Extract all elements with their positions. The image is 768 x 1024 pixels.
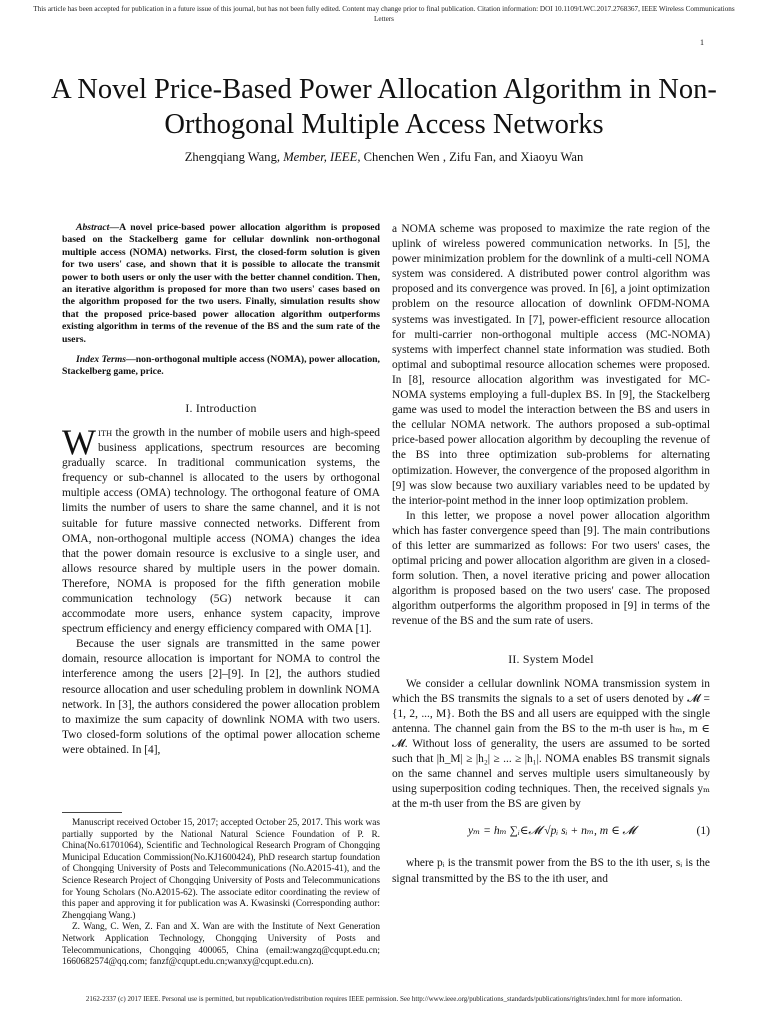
intro-paragraph-1 [62,421,380,637]
intro-paragraph-4: In this letter, we propose a novel power allocation algorithm which has faster convergence speed than [9]. The main contributions of this letter are summarized as follows: For two users' cases, the optimal pricing and power allocation algorithm are given in a closed-form solution. Then, a novel iterative pricing and power allocation algorithm is proposed based on the two users' case. The proposed algorithm outperforms the algorithm proposed in [9] in terms of the revenue of the BS and the sum rate of users. [392,509,710,628]
system-model-paragraph-1: We consider a cellular downlink NOMA transmission system in which the BS transmits the signals to a set of users denoted by 𝓜 = {1, 2, ..., M}. Both the BS and all users are equipped with the single antenna. The channel gain from the BS to the m-th user is hₘ, m ∈ 𝓜. Without loss of generality, the users are assumed to be sorted such that |h_M| ≥ |h₂| ≥ ... ≥ |h₁|. NOMA enables BS transmit signals on the same channel and serves multiple users simultaneously by using superposition coding techniques. Then, the received signals yₘ at the m-th user from the BS are given by [392,677,710,811]
abstract-text: —A novel price-based power allocation algorithm is proposed based on the Stackelberg game for cellular downlink non-orthogonal multiple access (NOMA) networks. First, the closed-form solution is given for two users' case, and shown that it is possible to allocate the transmit power to both users or only the user with the better channel condition. Then, an iterative algorithm is proposed for more than two users' cases based on the algorithm proposed for the two users. Finally, simulation results show that the proposed price-based power allocation algorithm outperforms existing algorithm in terms of the revenue of the BS and the sum rate of the users. [62,222,380,345]
footnote-affiliation: Z. Wang, C. Wen, Z. Fan and X. Wan are with the Institute of Next Generation Network Application Technology, Chongqing University of Posts and Telecommunications, Chongqing 400065, China (email:wangzq@cqupt.edu.cn; 1660682574@qq.com; fanzf@cqupt.edu.cn;wanxy@cqupt.edu.cn). [62,922,380,968]
intro-paragraph-2: Because the user signals are transmitted in the same power domain, resource allocation is important for NOMA to control the interference among the users [2]–[9]. In [2], the authors studied resource allocation and user scheduling problem in downlink NOMA network. In [3], the authors considered the power allocation problem to maximize the sum capacity of downlink NOMA with two users. Two closed-form solutions of the optimal power allocation scheme were obtained. In [4], [62,638,380,756]
equation-body: yₘ = hₘ ∑ᵢ∈𝓜 √pᵢ sᵢ + nₘ, m ∈ 𝓜 [468,824,636,838]
page-number: 1 [700,38,704,47]
equation-number: (1) [696,824,710,838]
intro-text-1: the growth in the number of mobile users and high-speed business applications, spectrum resources are becoming gradually scarce. In traditional communication systems, the frequency or sub-channel is allocated to the users by orthogonal multiple access (OMA) technology. The orthogonal feature of OMA limits the number of users to share the same channel, and it is not suitable for future massive connected networks. Different from OMA, non-orthogonal multiple access (NOMA) changes the idea that the power domain resource is exclusive to a single user, and allows resource shared by multiple users in the power domain. Therefore, NOMA is proposed for the fifth generation mobile communication technology (5G) network because it can accommodate more users, enhance system capacity, improve spectrum efficiency and energy efficiency compared with OMA [1]. [62,426,380,636]
accepted-notice: This article has been accepted for publication in a future issue of this journal, but has not been fully edited. Content may change prior to final publication. Citation information: DOI 10.1109/LWC.2017.2768367, IEEE Wireless Communications Letters [33,5,735,23]
paper-title: A Novel Price-Based Power Allocation Algorithm in Non-Orthogonal Multiple Access Networks [51,74,717,140]
section-heading-system-model: II. System Model [508,651,594,666]
footnote-manuscript: Manuscript received October 15, 2017; accepted October 25, 2017. This work was partially supported by the National Natural Science Foundation of P. R. China(No.61701064), Scientific and Technological Research Program of Chongqing Municipal Education Commission(No.KJ1600424), PhD research startup foundation of Chongqing University of Posts and Telecommunications (No.A2015-41), and the Science Research Project of Chongqing University of Posts and Telecommunications for Young Scholars (No.A2015-62). The associate editor coordinating the review of this paper and approving it for publication was A. Kwasinski (Corresponding author: Zhengqiang Wang.) [62,818,380,921]
right-column [392,222,710,887]
system-model-paragraph-2: where pᵢ is the transmit power from the BS to the ith user, sᵢ is the signal transmitted by the BS to the ith user, and [392,857,710,885]
coauthors: Chenchen Wen , Zifu Fan, and Xiaoyu Wan [363,150,584,164]
author-name: Zhengqiang Wang, [184,150,281,164]
footnote-divider [62,812,122,813]
abstract [62,222,380,346]
index-terms-label: Index Terms [76,354,127,366]
author-membership: Member, IEEE, [283,150,361,164]
index-terms [62,354,380,379]
copyright-footer: 2162-2337 (c) 2017 IEEE. Personal use is permitted, but republication/redistribution requires IEEE permission. See http://www.ieee.org/publications_standards/publications/rights/index.html for more information. [85,995,683,1003]
equation-1 [392,814,710,854]
footnote [62,818,380,969]
smallcaps-lead: ITH [97,427,113,438]
author-list [30,150,738,165]
intro-paragraph-3: a NOMA scheme was proposed to maximize the rate region of the uplink of wireless powered communication networks. In [5], the power minimization problem for the downlink of a multi-cell NOMA system was considered. A distributed power control algorithm was proposed and its convergence was proved. In [6], a joint optimization problem on the resource allocation of downlink OFDM-NOMA systems was investigated. In [7], power-efficient resource allocation for multi-carrier non-orthogonal multiple access (MC-NOMA) systems with imperfect channel state information was studied. Both optimal and suboptimal resource allocation schemes were proposed. In [8], resource allocation algorithm was investigated for MC-NOMA systems employing a full-duplex BS. In [9], the Stackelberg game was used to model the interaction between the BS and users in the cellular NOMA network. The authors proposed a sub-optimal price-based power allocation algorithm by decoupling the revenue of the BS into three optimization sub-problems for alternating optimization. However, the convergence of the proposed algorithm in [9] was slow because two auxiliary variables need to be updated by the interior-point method in the inner loop optimization problem. [392,223,710,507]
dropcap: W [62,421,96,462]
section-heading-introduction: I. Introduction [185,400,257,415]
index-terms-text: —non-orthogonal multiple access (NOMA), power allocation, Stackelberg game, price. [62,354,380,378]
left-column [62,222,380,758]
abstract-label: Abstract [76,222,110,233]
